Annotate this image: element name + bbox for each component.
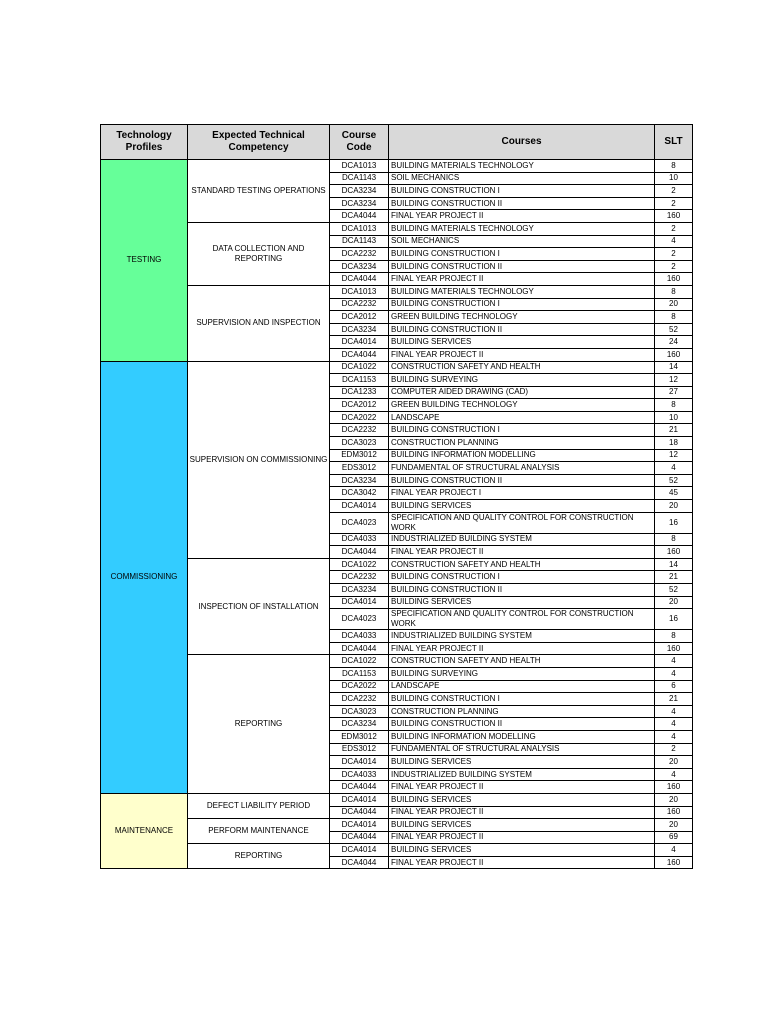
slt-value-cell: 160 (655, 210, 693, 223)
competency-cell: INSPECTION OF INSTALLATION (188, 558, 330, 655)
course-name-cell: BUILDING CONSTRUCTION II (389, 323, 655, 336)
course-name-cell: BUILDING SERVICES (389, 756, 655, 769)
course-code-cell: DCA4044 (330, 348, 389, 361)
course-code-cell: DCA4023 (330, 609, 389, 630)
slt-value-cell: 20 (655, 756, 693, 769)
course-code-cell: DCA4044 (330, 210, 389, 223)
slt-value-cell: 2 (655, 197, 693, 210)
course-name-cell: BUILDING CONSTRUCTION II (389, 197, 655, 210)
course-name-cell: LANDSCAPE (389, 411, 655, 424)
competency-cell: REPORTING (188, 655, 330, 794)
course-name-cell: INDUSTRIALIZED BUILDING SYSTEM (389, 533, 655, 546)
course-code-cell: DCA3234 (330, 185, 389, 198)
course-name-cell: LANDSCAPE (389, 680, 655, 693)
slt-value-cell: 18 (655, 437, 693, 450)
header-expected-competency: Expected Technical Competency (188, 125, 330, 160)
course-code-cell: DCA3234 (330, 260, 389, 273)
slt-value-cell: 160 (655, 273, 693, 286)
slt-value-cell: 20 (655, 819, 693, 832)
course-code-cell: DCA2232 (330, 693, 389, 706)
course-name-cell: SPECIFICATION AND QUALITY CONTROL FOR CONSTRUCTION WORK (389, 609, 655, 630)
slt-value-cell: 12 (655, 374, 693, 387)
course-code-cell: DCA3234 (330, 584, 389, 597)
course-name-cell: FINAL YEAR PROJECT II (389, 806, 655, 819)
slt-value-cell: 21 (655, 424, 693, 437)
course-name-cell: GREEN BUILDING TECHNOLOGY (389, 311, 655, 324)
slt-value-cell: 12 (655, 449, 693, 462)
course-name-cell: BUILDING CONSTRUCTION II (389, 260, 655, 273)
header-technology-profiles: Technology Profiles (101, 125, 188, 160)
course-code-cell: DCA2012 (330, 311, 389, 324)
slt-value-cell: 52 (655, 323, 693, 336)
course-name-cell: BUILDING CONSTRUCTION I (389, 424, 655, 437)
course-code-cell: DCA2022 (330, 411, 389, 424)
competency-cell: SUPERVISION ON COMMISSIONING (188, 361, 330, 558)
slt-value-cell: 8 (655, 533, 693, 546)
course-name-cell: FUNDAMENTAL OF STRUCTURAL ANALYSIS (389, 743, 655, 756)
course-code-cell: DCA4014 (330, 793, 389, 806)
slt-value-cell: 21 (655, 693, 693, 706)
slt-value-cell: 8 (655, 160, 693, 173)
course-code-cell: DCA4014 (330, 336, 389, 349)
slt-value-cell: 160 (655, 348, 693, 361)
course-code-cell: DCA1022 (330, 655, 389, 668)
course-name-cell: BUILDING MATERIALS TECHNOLOGY (389, 222, 655, 235)
slt-value-cell: 2 (655, 222, 693, 235)
slt-value-cell: 4 (655, 462, 693, 475)
profile-cell-maintenance: MAINTENANCE (101, 793, 188, 869)
profile-cell-commissioning: COMMISSIONING (101, 361, 188, 793)
course-name-cell: CONSTRUCTION SAFETY AND HEALTH (389, 558, 655, 571)
slt-value-cell: 160 (655, 806, 693, 819)
slt-value-cell: 4 (655, 844, 693, 857)
course-code-cell: DCA1022 (330, 361, 389, 374)
course-code-cell: DCA4014 (330, 500, 389, 513)
table-row (101, 793, 693, 806)
course-name-cell: CONSTRUCTION PLANNING (389, 437, 655, 450)
course-name-cell: CONSTRUCTION PLANNING (389, 705, 655, 718)
course-name-cell: BUILDING CONSTRUCTION I (389, 571, 655, 584)
slt-value-cell: 20 (655, 596, 693, 609)
course-code-cell: DCA2232 (330, 424, 389, 437)
slt-value-cell: 160 (655, 642, 693, 655)
header-course-code: Course Code (330, 125, 389, 160)
slt-value-cell: 52 (655, 584, 693, 597)
course-name-cell: BUILDING MATERIALS TECHNOLOGY (389, 285, 655, 298)
table-row (101, 361, 693, 374)
course-name-cell: FINAL YEAR PROJECT II (389, 546, 655, 559)
course-code-cell: DCA3234 (330, 474, 389, 487)
slt-value-cell: 2 (655, 248, 693, 261)
competency-matrix-table (100, 124, 693, 869)
course-code-cell: DCA3234 (330, 197, 389, 210)
course-name-cell: BUILDING CONSTRUCTION II (389, 718, 655, 731)
course-code-cell: DCA4044 (330, 546, 389, 559)
course-code-cell: DCA4014 (330, 596, 389, 609)
course-code-cell: DCA4044 (330, 831, 389, 844)
course-code-cell: DCA4044 (330, 856, 389, 869)
course-name-cell: CONSTRUCTION SAFETY AND HEALTH (389, 361, 655, 374)
slt-value-cell: 4 (655, 730, 693, 743)
course-name-cell: BUILDING CONSTRUCTION I (389, 693, 655, 706)
slt-value-cell: 160 (655, 856, 693, 869)
course-code-cell: DCA4044 (330, 781, 389, 794)
competency-cell: PERFORM MAINTENANCE (188, 819, 330, 844)
slt-value-cell: 4 (655, 768, 693, 781)
course-code-cell: DCA2022 (330, 680, 389, 693)
course-name-cell: FINAL YEAR PROJECT II (389, 856, 655, 869)
slt-value-cell: 69 (655, 831, 693, 844)
course-code-cell: DCA4044 (330, 642, 389, 655)
course-code-cell: EDM3012 (330, 449, 389, 462)
course-name-cell: BUILDING SERVICES (389, 596, 655, 609)
table-row (101, 655, 693, 668)
course-code-cell: DCA4033 (330, 533, 389, 546)
header-courses: Courses (389, 125, 655, 160)
course-name-cell: BUILDING SERVICES (389, 793, 655, 806)
table-row (101, 558, 693, 571)
slt-value-cell: 4 (655, 705, 693, 718)
slt-value-cell: 20 (655, 500, 693, 513)
slt-value-cell: 8 (655, 630, 693, 643)
course-code-cell: EDS3012 (330, 462, 389, 475)
slt-value-cell: 4 (655, 655, 693, 668)
slt-value-cell: 2 (655, 260, 693, 273)
course-code-cell: DCA2232 (330, 571, 389, 584)
slt-value-cell: 8 (655, 311, 693, 324)
course-code-cell: DCA4014 (330, 844, 389, 857)
course-code-cell: DCA4023 (330, 512, 389, 533)
course-name-cell: FUNDAMENTAL OF STRUCTURAL ANALYSIS (389, 462, 655, 475)
competency-cell: DATA COLLECTION AND REPORTING (188, 222, 330, 285)
course-code-cell: DCA4014 (330, 819, 389, 832)
course-name-cell: SPECIFICATION AND QUALITY CONTROL FOR CONSTRUCTION WORK (389, 512, 655, 533)
course-code-cell: DCA1013 (330, 285, 389, 298)
course-code-cell: DCA2232 (330, 298, 389, 311)
course-code-cell: DCA1013 (330, 222, 389, 235)
slt-value-cell: 4 (655, 235, 693, 248)
table-row (101, 285, 693, 298)
slt-value-cell: 14 (655, 558, 693, 571)
course-code-cell: EDS3012 (330, 743, 389, 756)
course-name-cell: SOIL MECHANICS (389, 172, 655, 185)
profile-cell-testing: TESTING (101, 160, 188, 362)
course-name-cell: BUILDING CONSTRUCTION II (389, 474, 655, 487)
course-name-cell: BUILDING INFORMATION MODELLING (389, 730, 655, 743)
table-row (101, 844, 693, 857)
slt-value-cell: 16 (655, 609, 693, 630)
table-row (101, 160, 693, 173)
slt-value-cell: 160 (655, 781, 693, 794)
course-code-cell: DCA3042 (330, 487, 389, 500)
course-code-cell: DCA1022 (330, 558, 389, 571)
course-name-cell: BUILDING SERVICES (389, 336, 655, 349)
course-name-cell: FINAL YEAR PROJECT II (389, 781, 655, 794)
course-code-cell: DCA4033 (330, 630, 389, 643)
slt-value-cell: 10 (655, 172, 693, 185)
slt-value-cell: 2 (655, 743, 693, 756)
course-name-cell: BUILDING CONSTRUCTION I (389, 185, 655, 198)
course-code-cell: EDM3012 (330, 730, 389, 743)
slt-value-cell: 24 (655, 336, 693, 349)
course-name-cell: COMPUTER AIDED DRAWING (CAD) (389, 386, 655, 399)
competency-cell: DEFECT LIABILITY PERIOD (188, 793, 330, 818)
course-name-cell: BUILDING SURVEYING (389, 667, 655, 680)
slt-value-cell: 10 (655, 411, 693, 424)
table-header-row (101, 125, 693, 160)
slt-value-cell: 52 (655, 474, 693, 487)
course-name-cell: BUILDING CONSTRUCTION II (389, 584, 655, 597)
slt-value-cell: 160 (655, 546, 693, 559)
slt-value-cell: 8 (655, 285, 693, 298)
slt-value-cell: 16 (655, 512, 693, 533)
competency-cell: REPORTING (188, 844, 330, 869)
course-name-cell: INDUSTRIALIZED BUILDING SYSTEM (389, 630, 655, 643)
course-name-cell: SOIL MECHANICS (389, 235, 655, 248)
course-name-cell: BUILDING CONSTRUCTION I (389, 248, 655, 261)
slt-value-cell: 4 (655, 718, 693, 731)
course-name-cell: BUILDING MATERIALS TECHNOLOGY (389, 160, 655, 173)
table-body (101, 160, 693, 869)
course-code-cell: DCA1143 (330, 172, 389, 185)
course-code-cell: DCA4014 (330, 756, 389, 769)
course-name-cell: FINAL YEAR PROJECT II (389, 831, 655, 844)
slt-value-cell: 14 (655, 361, 693, 374)
course-code-cell: DCA3234 (330, 718, 389, 731)
slt-value-cell: 45 (655, 487, 693, 500)
slt-value-cell: 20 (655, 298, 693, 311)
course-code-cell: DCA1233 (330, 386, 389, 399)
course-code-cell: DCA1153 (330, 667, 389, 680)
course-name-cell: BUILDING SERVICES (389, 844, 655, 857)
course-name-cell: FINAL YEAR PROJECT II (389, 642, 655, 655)
course-name-cell: CONSTRUCTION SAFETY AND HEALTH (389, 655, 655, 668)
table-row (101, 819, 693, 832)
slt-value-cell: 27 (655, 386, 693, 399)
course-code-cell: DCA3023 (330, 705, 389, 718)
course-code-cell: DCA3234 (330, 323, 389, 336)
course-name-cell: BUILDING CONSTRUCTION I (389, 298, 655, 311)
slt-value-cell: 6 (655, 680, 693, 693)
course-name-cell: BUILDING SERVICES (389, 500, 655, 513)
course-code-cell: DCA4033 (330, 768, 389, 781)
course-name-cell: BUILDING SERVICES (389, 819, 655, 832)
competency-cell: SUPERVISION AND INSPECTION (188, 285, 330, 361)
slt-value-cell: 20 (655, 793, 693, 806)
course-code-cell: DCA1143 (330, 235, 389, 248)
table-row (101, 222, 693, 235)
course-code-cell: DCA4044 (330, 273, 389, 286)
course-code-cell: DCA2012 (330, 399, 389, 412)
course-code-cell: DCA4044 (330, 806, 389, 819)
course-name-cell: FINAL YEAR PROJECT I (389, 487, 655, 500)
course-name-cell: FINAL YEAR PROJECT II (389, 210, 655, 223)
course-name-cell: FINAL YEAR PROJECT II (389, 348, 655, 361)
course-name-cell: BUILDING INFORMATION MODELLING (389, 449, 655, 462)
course-code-cell: DCA1013 (330, 160, 389, 173)
course-name-cell: GREEN BUILDING TECHNOLOGY (389, 399, 655, 412)
header-slt: SLT (655, 125, 693, 160)
course-name-cell: BUILDING SURVEYING (389, 374, 655, 387)
course-name-cell: INDUSTRIALIZED BUILDING SYSTEM (389, 768, 655, 781)
slt-value-cell: 2 (655, 185, 693, 198)
slt-value-cell: 4 (655, 667, 693, 680)
slt-value-cell: 8 (655, 399, 693, 412)
course-name-cell: FINAL YEAR PROJECT II (389, 273, 655, 286)
slt-value-cell: 21 (655, 571, 693, 584)
course-code-cell: DCA1153 (330, 374, 389, 387)
competency-cell: STANDARD TESTING OPERATIONS (188, 160, 330, 223)
course-code-cell: DCA2232 (330, 248, 389, 261)
course-code-cell: DCA3023 (330, 437, 389, 450)
